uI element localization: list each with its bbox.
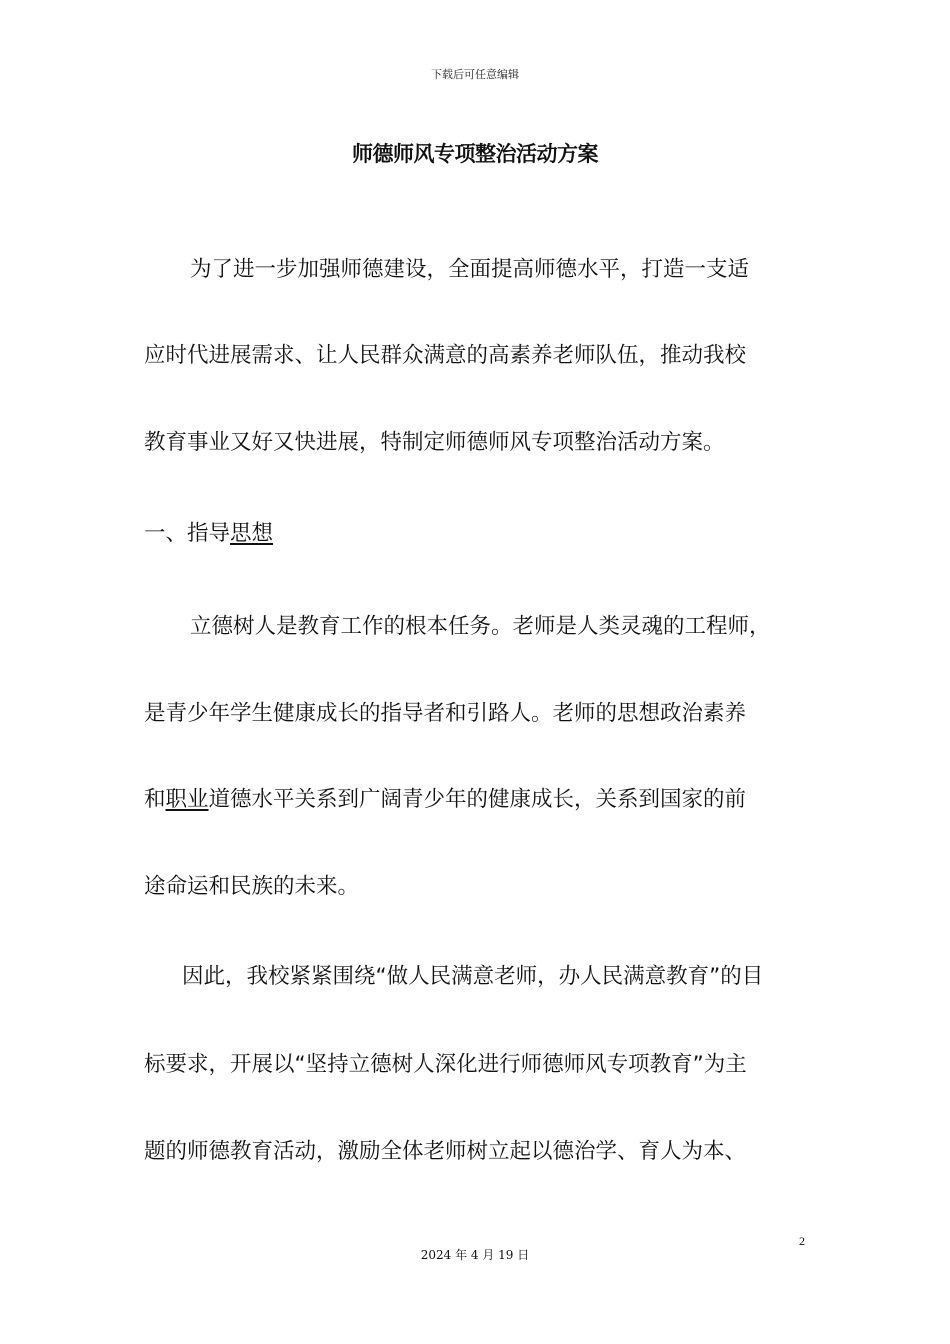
section-heading-underlined: 思想	[230, 521, 274, 546]
document-title: 师德师风专项整治活动方案	[352, 142, 598, 166]
paragraph-2-line-3-prefix: 和	[144, 787, 166, 812]
paragraph-1-line-1: 为了进一步加强师德建设，全面提高师德水平，打造一支适	[190, 257, 750, 282]
section-heading-prefix: 一、指导	[144, 521, 231, 546]
footer-date: 2024 年 4 月 19 日	[420, 1248, 530, 1262]
header-note: 下载后可任意编辑	[431, 68, 519, 81]
paragraph-2-line-1: 立德树人是教育工作的根本任务。老师是人类灵魂的工程师，	[190, 614, 771, 639]
underlined-term-occupation: 职业	[165, 787, 209, 812]
paragraph-3-line-3: 题的师德教育活动，激励全体老师树立起以德治学、育人为本、	[144, 1139, 747, 1164]
paragraph-1-line-3: 教育事业又好又快进展，特制定师德师风专项整治活动方案。	[144, 430, 725, 455]
paragraph-2-line-2: 是青少年学生健康成长的指导者和引路人。老师的思想政治素养	[144, 701, 747, 726]
paragraph-3-line-2: 标要求，开展以“坚持立德树人深化进行师德师风专项教育”为主	[144, 1052, 747, 1077]
paragraph-2-line-4: 途命运和民族的未来。	[144, 874, 360, 899]
paragraph-3-line-1: 因此，我校紧紧围绕“做人民满意老师，办人民满意教育”的目	[182, 964, 764, 989]
page-number: 2	[799, 1234, 805, 1248]
paragraph-2-line-3	[0, 785, 950, 815]
paragraph-1-line-2: 应时代进展需求、让人民群众满意的高素养老师队伍，推动我校	[144, 343, 747, 368]
section-heading-guiding-thought	[0, 519, 950, 549]
paragraph-2-line-3-suffix: 道德水平关系到广阔青少年的健康成长，关系到国家的前	[208, 787, 747, 812]
